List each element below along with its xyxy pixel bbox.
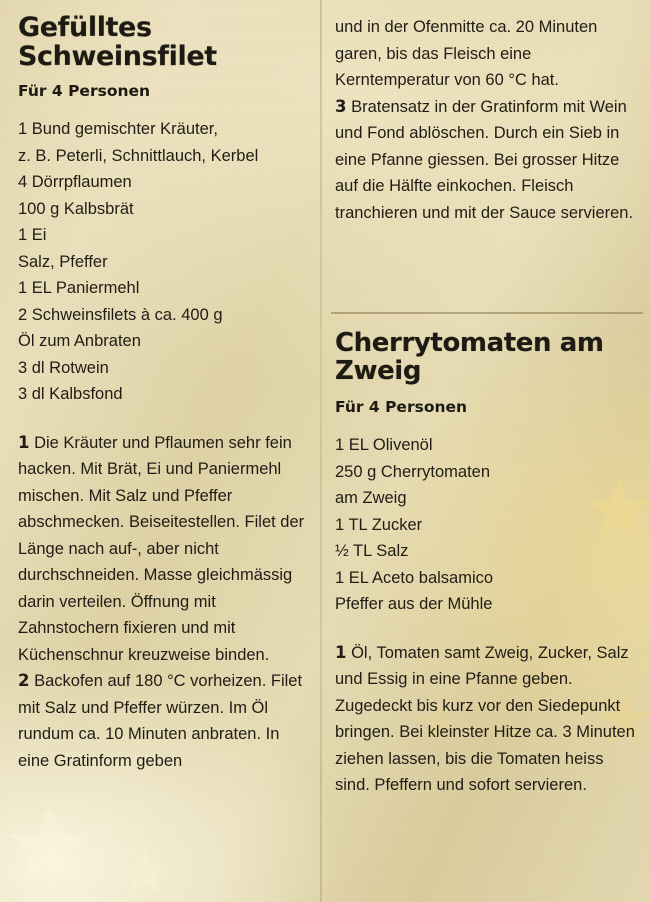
preparation-steps [335, 640, 637, 799]
column-divider [320, 0, 322, 902]
list-item: 1 EL Olivenöl [335, 436, 433, 455]
second-recipe [331, 330, 643, 799]
list-item: 1 Ei [18, 226, 47, 245]
left-column [10, 0, 318, 774]
list-item: 1 Bund gemischter Kräuter, [18, 120, 218, 139]
step-paragraph [18, 430, 310, 669]
servings-label: Für 4 Personen [335, 398, 468, 417]
list-item: Pfeffer aus der Mühle [335, 595, 493, 614]
list-item: 3 dl Rotwein [18, 358, 109, 377]
step-text: Bratensatz in der Gratinform mit Wein und Fond ablöschen. Durch ein Sieb in eine Pfanne giessen. Bei grosser Hitze auf die Hälfte einkochen. Fleisch tranchieren und mit der Sauce servieren. [335, 97, 634, 222]
star-decoration-icon [4, 800, 94, 890]
step-paragraph [335, 94, 637, 227]
section-divider [331, 312, 643, 314]
list-item: 1 EL Paniermehl [18, 279, 140, 298]
list-item: 3 dl Kalbsfond [18, 385, 123, 404]
step-number: 1 [18, 432, 30, 452]
page-title: Cherrytomaten am Zweig [335, 328, 604, 386]
list-item: 100 g Kalbsbrät [18, 199, 134, 218]
ingredient-list [335, 432, 637, 618]
step-number: 1 [335, 642, 347, 662]
list-item: 250 g Cherrytomaten [335, 462, 491, 481]
list-item: 4 Dörrpflaumen [18, 173, 132, 192]
list-item: am Zweig [335, 489, 407, 508]
step-text: Die Kräuter und Pflaumen sehr fein hacken. Mit Brät, Ei und Paniermehl mischen. Mit Salz und Pfeffer abschmecken. Beiseitestellen. Filet der Länge nach auf-, aber nicht durchschneiden. Masse gleichmässig darin verteilen. Öffnung mit Zahnstochern fixieren und mit Küchenschnur kreuzweise binden. [18, 433, 305, 664]
list-item: ½ TL Salz [335, 542, 409, 561]
step-text: Backofen auf 180 °C vorheizen. Filet mit Salz und Pfeffer würzen. Im Öl rundum ca. 10 Minuten anbraten. In eine Gratinform geben [18, 672, 303, 770]
servings-label: Für 4 Personen [18, 82, 151, 101]
step-number: 3 [335, 96, 347, 116]
ingredient-list [18, 116, 310, 408]
continued-text-block [335, 14, 637, 226]
list-item: z. B. Peterli, Schnittlauch, Kerbel [18, 146, 259, 165]
step-text: Öl, Tomaten samt Zweig, Zucker, Salz und Essig in eine Pfanne geben. Zugedeckt bis kurz vor den Siedepunkt bringen. Bei kleinster Hitze ca. 3 Minuten ziehen lassen, bis die Tomaten heiss sind. Pfeffern und sofort servieren. [335, 643, 635, 795]
preparation-steps [18, 430, 310, 775]
continuation-paragraph: und in der Ofenmitte ca. 20 Minuten garen, bis das Fleisch eine Kerntemperatur von 60 °C hat. [335, 18, 598, 89]
step-paragraph [18, 668, 310, 774]
list-item: 1 EL Aceto balsamico [335, 568, 494, 587]
list-item: Öl zum Anbraten [18, 332, 141, 351]
list-item: 2 Schweinsfilets à ca. 400 g [18, 305, 223, 324]
step-paragraph [335, 640, 637, 799]
list-item: Salz, Pfeffer [18, 252, 108, 271]
right-column [331, 0, 643, 226]
list-item: 1 TL Zucker [335, 515, 423, 534]
star-decoration-icon [120, 846, 172, 898]
step-number: 2 [18, 671, 30, 691]
page-title: Gefülltes Schweinsfilet [18, 12, 217, 72]
